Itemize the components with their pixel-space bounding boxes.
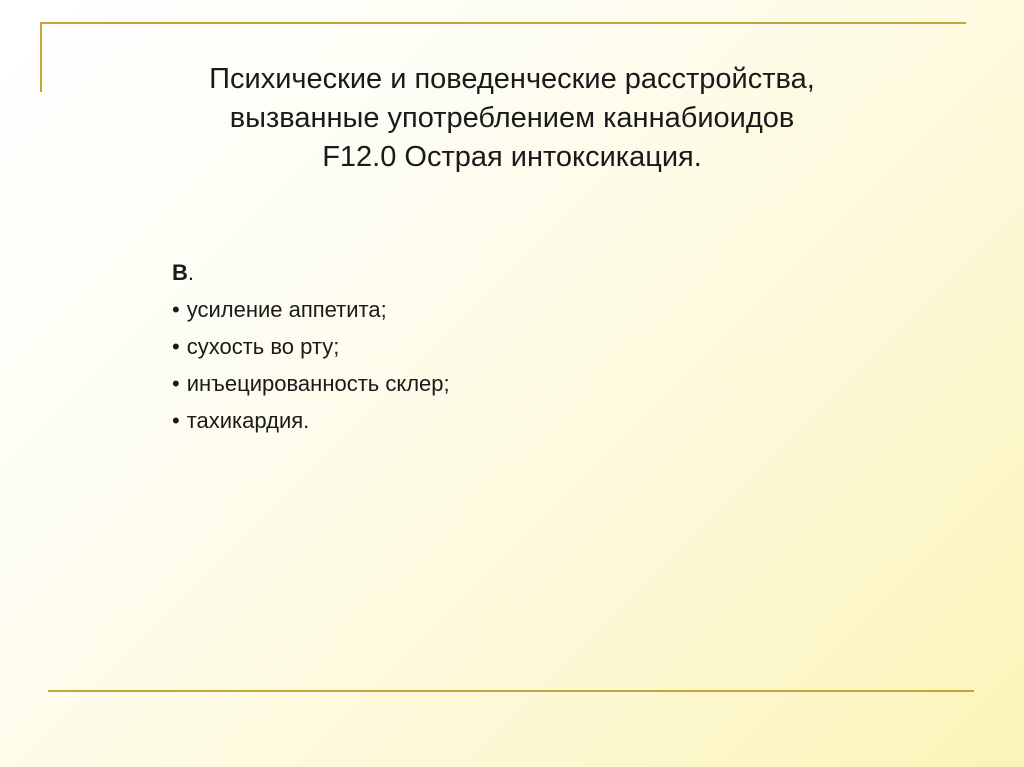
list-item: • усиление аппетита;	[172, 291, 872, 328]
title-line-2: вызванные употреблением каннабиоидов	[229, 102, 795, 134]
bottom-rule	[48, 690, 974, 692]
section-label	[172, 254, 872, 291]
section-letter: В	[172, 260, 188, 285]
title-line-1: Психические и поведенческие расстройства,	[209, 63, 815, 95]
list-item: • тахикардия.	[172, 402, 872, 439]
list-item: • инъецированность склер;	[172, 365, 872, 402]
title-line-3: F12.0 Острая интоксикация.	[322, 141, 702, 173]
section-punct: .	[187, 260, 195, 285]
list-item: • сухость во рту;	[172, 328, 872, 365]
slide-body	[172, 254, 872, 439]
slide-title	[0, 60, 1024, 177]
symptom-list	[172, 291, 872, 439]
top-rule	[40, 22, 966, 24]
